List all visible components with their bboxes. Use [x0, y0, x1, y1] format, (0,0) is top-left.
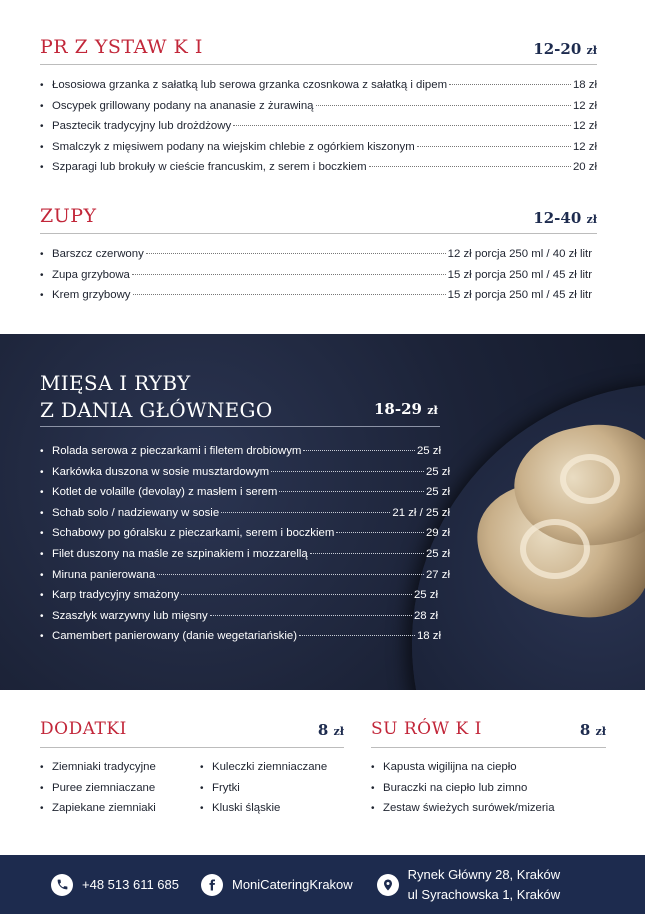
miesa-list [40, 441, 450, 647]
przystawki-list [40, 75, 597, 178]
menu-item: • Szparagi lub brokuły w cieście francuskim, z serem i boczkiem 20 zł [40, 161, 597, 174]
list-item: • Kapusta wigilijna na ciepło [371, 761, 517, 773]
fish-image-detail [520, 519, 590, 579]
dodatki-price: 8 zł [317, 721, 344, 739]
menu-item: • Miruna panierowana 27 zł [40, 568, 450, 581]
menu-item: • Łososiowa grzanka z sałatką lub serowa grzanka czosnkowa z sałatką i dipem 18 zł [40, 79, 597, 91]
footer [0, 855, 645, 914]
address [408, 865, 560, 905]
zupy-title: ZUPY [40, 205, 97, 227]
surowki-header [371, 715, 606, 739]
menu-item: • Karp tradycyjny smażony 25 zł [40, 589, 438, 602]
menu-item: • Karkówka duszona w sosie musztardowym 25 zł [40, 465, 450, 478]
facebook-name: MoniCateringKrakow [232, 877, 353, 892]
facebook-icon [201, 874, 223, 896]
dodatki-col-2 [200, 757, 327, 819]
divider [40, 747, 344, 748]
list-item: • Ziemniaki tradycyjne [40, 761, 156, 773]
menu-item: • Schab solo / nadziewany w sosie 21 zł / 25 zł [40, 506, 450, 519]
menu-item: • Krem grzybowy 15 zł porcja 250 ml / 45 zł litr [40, 289, 592, 302]
phone-icon [51, 874, 73, 896]
menu-item: • Pasztecik tradycyjny lub drożdżowy 12 zł [40, 120, 597, 133]
surowki-section [371, 715, 606, 819]
dodatki-title: DODATKI [40, 719, 127, 739]
divider [40, 426, 440, 427]
menu-item: • Filet duszony na maśle ze szpinakiem i mozzarellą 25 zł [40, 547, 450, 560]
surowki-lists [371, 757, 606, 819]
address-contact[interactable] [377, 865, 560, 905]
zupy-section [40, 197, 597, 306]
miesa-section [0, 334, 645, 690]
list-item: • Frytki [200, 781, 240, 794]
zupy-list [40, 244, 592, 306]
list-item: • Zestaw świeżych surówek/mizeria [371, 802, 555, 815]
menu-item: • Smalczyk z mięsiwem podany na wiejskim chlebie z ogórkiem kiszonym 12 zł [40, 140, 597, 153]
miesa-title-line2: Z DANIA GŁÓWNEGO [40, 398, 273, 422]
divider [40, 233, 597, 234]
list-item: • Kuleczki ziemniaczane [200, 761, 328, 773]
menu-item: • Oscypek grillowany podany na ananasie z żurawiną 12 zł [40, 99, 597, 112]
list-item: • Buraczki na ciepło lub zimno [371, 781, 528, 794]
menu-item: • Rolada serowa z pieczarkami i filetem drobiowym 25 zł [40, 445, 441, 457]
menu-item: • Szaszłyk warzywny lub mięsny 28 zł [40, 609, 438, 622]
przystawki-title: PR Z YSTAW K I [40, 36, 203, 58]
fish-image-detail [560, 454, 620, 504]
menu-item: • Kotlet de volaille (devolay) z masłem i serem 25 zł [40, 486, 450, 499]
menu-item: • Schabowy po góralsku z pieczarkami, serem i boczkiem 29 zł [40, 527, 450, 540]
menu-item: • Barszcz czerwony 12 zł porcja 250 ml / 40 zł litr [40, 248, 592, 260]
przystawki-section [40, 28, 597, 178]
phone-number: +48 513 611 685 [82, 877, 179, 892]
list-item: • Kluski śląskie [200, 802, 281, 815]
divider [40, 64, 597, 65]
phone-contact[interactable] [51, 874, 179, 896]
miesa-header [40, 370, 440, 424]
dodatki-col-1 [40, 757, 200, 819]
surowki-title: SU RÓW K I [371, 719, 482, 739]
location-pin-icon [377, 874, 399, 896]
dodatki-lists [40, 757, 344, 819]
address-line-1: Rynek Główny 28, Kraków [407, 866, 561, 882]
facebook-contact[interactable] [201, 874, 353, 896]
miesa-price: 18-29 zł [374, 400, 438, 418]
divider [371, 747, 606, 748]
surowki-col [371, 757, 555, 819]
miesa-title-line1: MIĘSA I RYBY [40, 371, 191, 395]
menu-item: • Zupa grzybowa 15 zł porcja 250 ml / 45 zł litr [40, 268, 592, 281]
menu-item: • Camembert panierowany (danie wegetariańskie) 18 zł [40, 630, 441, 643]
dodatki-section [40, 715, 344, 819]
surowki-price: 8 zł [579, 721, 606, 739]
zupy-price: 12-40 zł [533, 209, 597, 227]
list-item: • Puree ziemniaczane [40, 781, 156, 794]
przystawki-price: 12-20 zł [533, 40, 597, 58]
zupy-header [40, 197, 597, 227]
list-item: • Zapiekane ziemniaki [40, 802, 156, 815]
dodatki-header [40, 715, 344, 739]
przystawki-header [40, 28, 597, 58]
address-line-2: ul Syrachowska 1, Kraków [407, 886, 561, 902]
